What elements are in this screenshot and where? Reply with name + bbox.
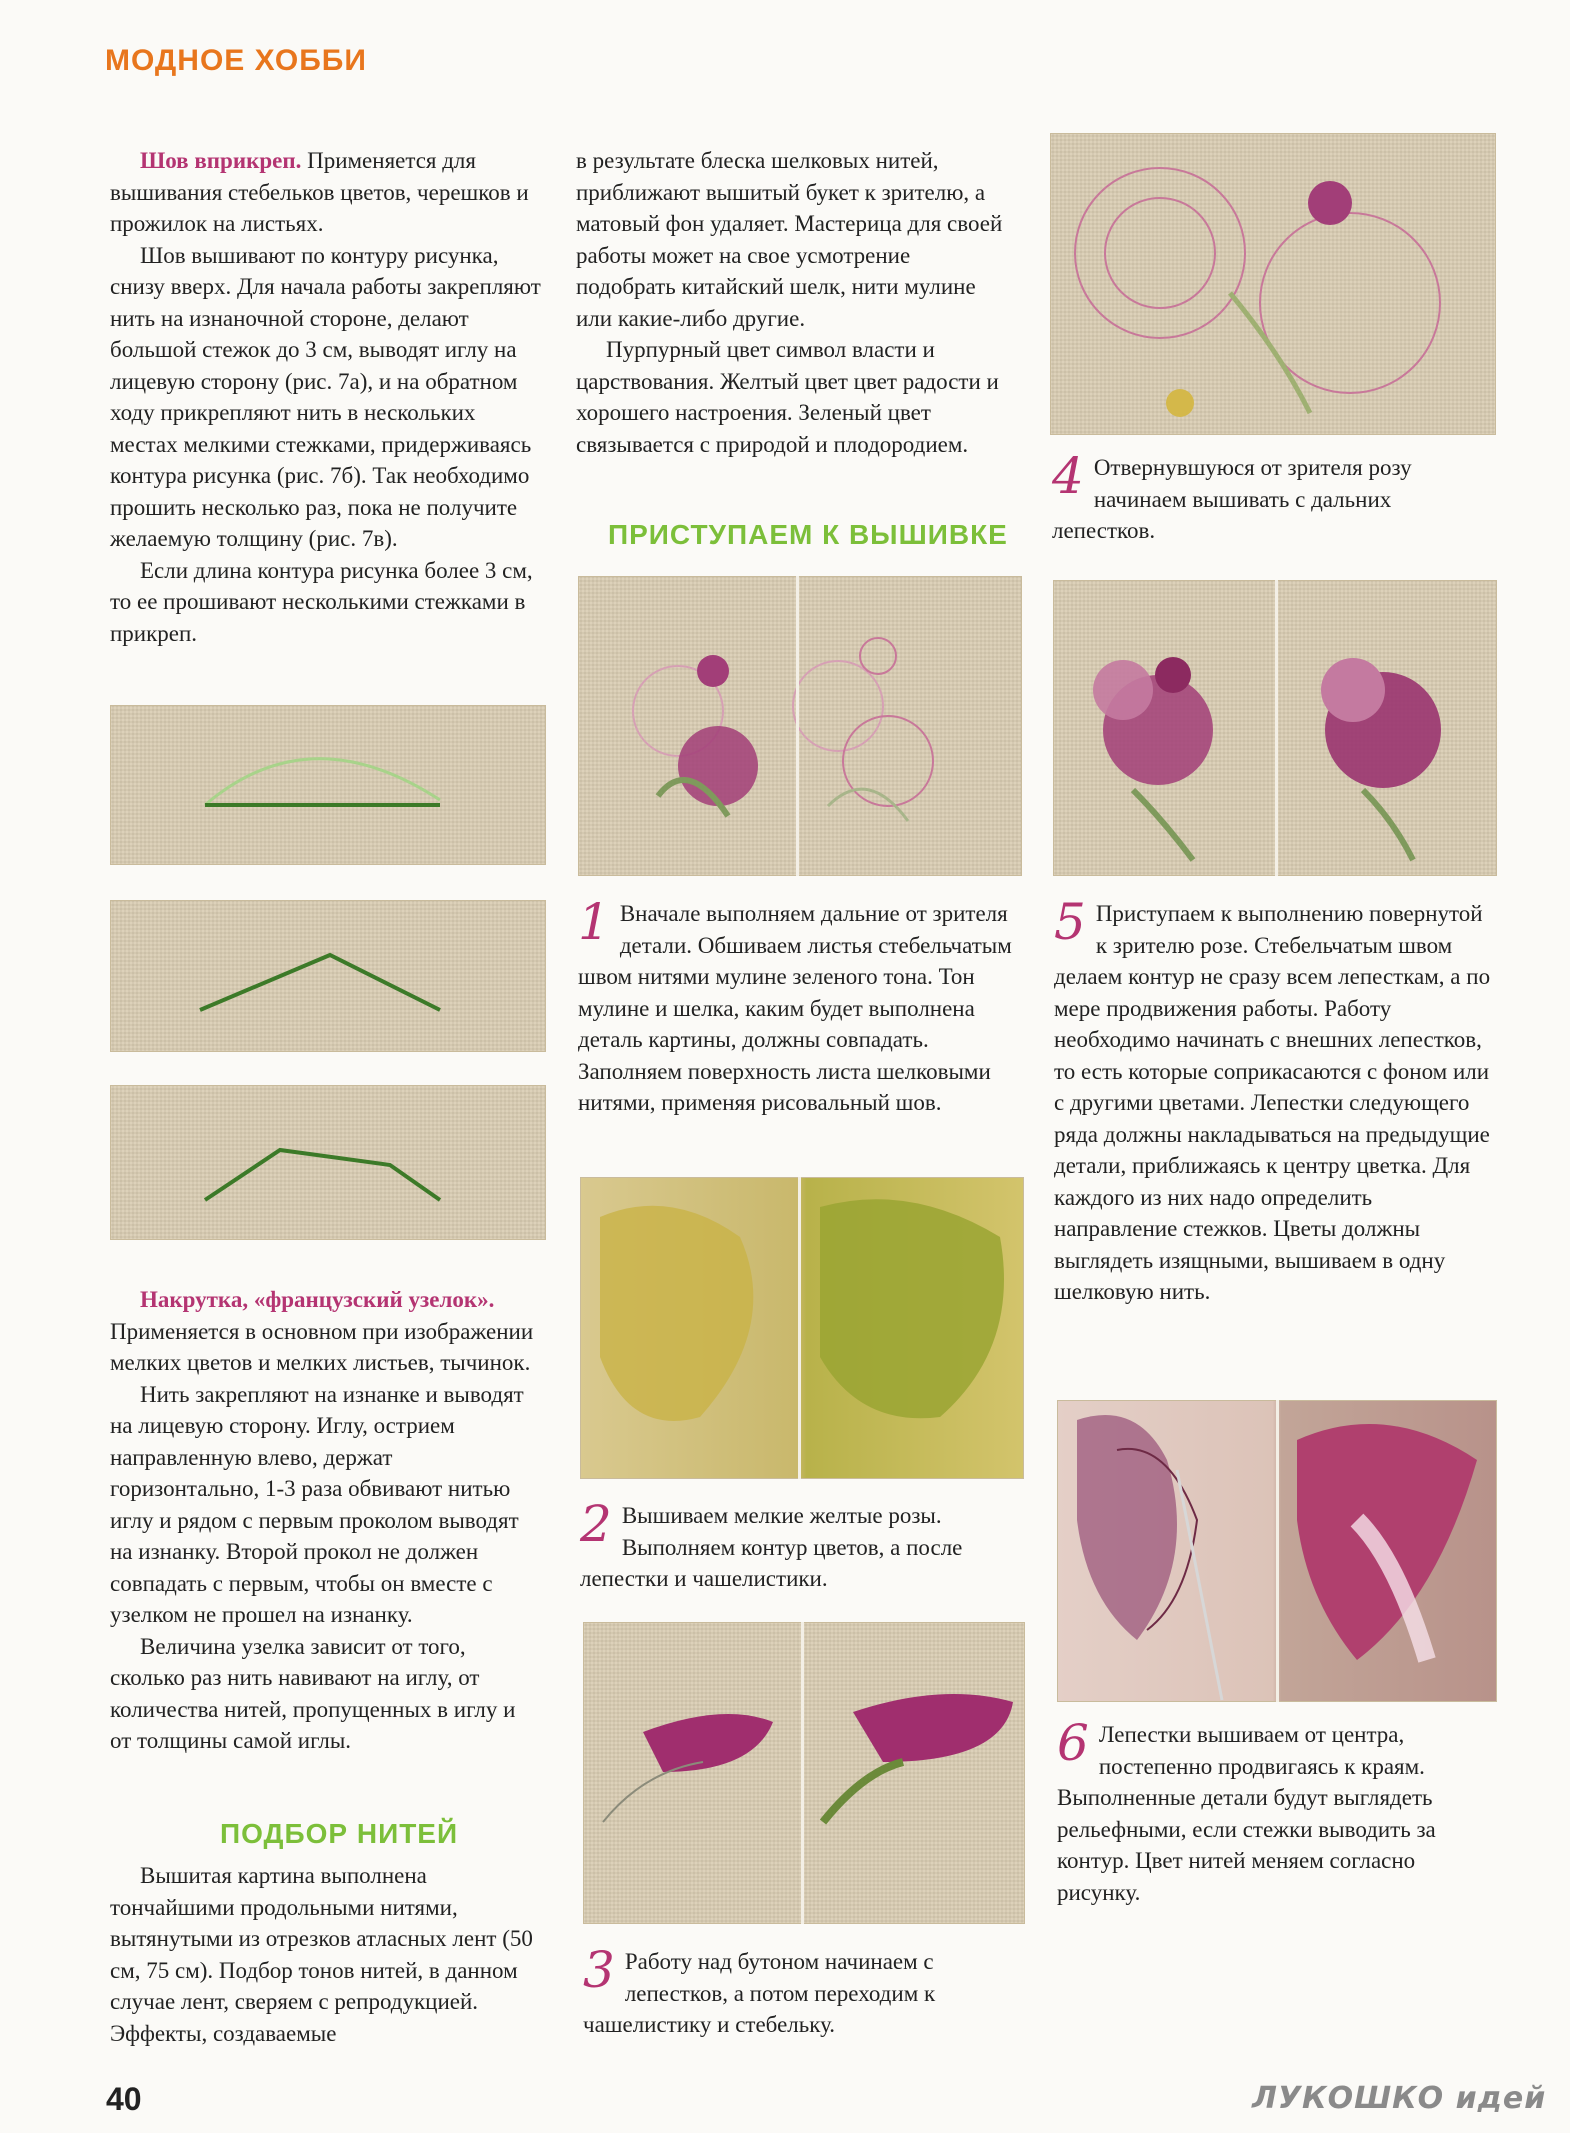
column-1-middle — [110, 1284, 542, 1757]
paragraph: Шов вышивают по контуру рисунка, снизу вверх. Для начала работы закрепляют нить на изнаночной стороне, делают большой стежок до 3 см, выводят иглу на лицевую сторону (рис. 7а), и на обратном ходу прикрепляют нить в нескольких местах мелкими стежками, придерживаясь контура рисунка (рис. 7б). Так необходимо прошить несколько раз, пока не получите желаемую толщину (рис. 7в). — [110, 242, 541, 551]
step-1 — [578, 893, 1018, 1119]
paragraph: в результате блеска шелковых нитей, приближают вышитый букет к зрителю, а матовый фон удаляет. Мастерица для своей работы может на свое усмотрение подобрать китайский шелк, нити мулине или какие-либо другие. — [576, 148, 1003, 331]
paragraph: Если длина контура рисунка более 3 см, то ее прошивают несколькими стежками в прикреп. — [110, 557, 533, 646]
step-5 — [1054, 893, 1494, 1308]
paragraph — [110, 145, 542, 240]
paragraph-lead: Накрутка, «французский узелок». — [140, 1287, 495, 1312]
paragraph: Пурпурный цвет символ власти и царствования. Желтый цвет цвет радости и хорошего настроения. Зеленый цвет связывается с природой и плодородием. — [576, 337, 999, 457]
paragraph: Нить закрепляют на изнанке и выводят на лицевую сторону. Иглу, острием направленную влево, держат горизонтально, 1-3 раза обвивают нитью иглу и рядом с первым проколом выводят на изнанку. Второй прокол не должен совпадать с первым, чтобы он вместе с узелком не прошел на изнанку. — [110, 1381, 524, 1627]
paragraph-lead: Шов вприкреп. — [140, 148, 302, 173]
column-1-top — [110, 145, 542, 649]
stitch-photo-7a — [110, 705, 546, 865]
paragraph-text: Применяется в основном при изображении мелких цветов и мелких листьев, тычинок. — [110, 1318, 534, 1375]
step-4 — [1052, 447, 1492, 547]
column-1-bottom — [110, 1860, 542, 2049]
step-2-photo — [580, 1177, 1024, 1479]
stitch-photo-7b — [110, 900, 546, 1052]
step-number: 2 — [580, 1495, 612, 1553]
step-text: Вышиваем мелкие желтые розы. Выполняем контур цветов, а после лепестки и чашелистики. — [580, 1503, 963, 1591]
page-number: 40 — [106, 2081, 142, 2117]
step-number: 5 — [1054, 893, 1086, 951]
step-number: 4 — [1052, 447, 1084, 505]
section-title: МОДНОЕ ХОББИ — [105, 44, 367, 77]
stitch-photo-7c — [110, 1085, 546, 1240]
step-number: 6 — [1057, 1714, 1089, 1772]
step-3-photo — [583, 1622, 1025, 1924]
paragraph — [110, 1284, 542, 1379]
step-text: Отвернувшуюся от зрителя розу начинаем вышивать с дальних лепестков. — [1052, 455, 1412, 543]
step-1-photo — [578, 576, 1022, 876]
step-text: Вначале выполняем дальние от зрителя детали. Обшиваем листья стебельчатым швом нитями мулине зеленого тона. Тон мулине и шелка, каким будет выполнена деталь картины, должны совпадать. Заполняем поверхность листа шелковыми нитями, применяя рисовальный шов. — [578, 901, 1012, 1115]
step-4-photo — [1050, 133, 1496, 435]
paragraph-text: Применяется для вышивания стебельков цветов, черешков и прожилок на листьях. — [110, 148, 529, 236]
step-text: Работу над бутоном начинаем с лепестков, а потом переходим к чашелистику и стебельку. — [583, 1949, 936, 2037]
step-number: 1 — [578, 893, 610, 951]
column-2-top — [576, 145, 1008, 460]
step-text: Приступаем к выполнению повернутой к зрителю розе. Стебельчатым швом делаем контур не сразу всем лепесткам, а по мере продвижения работы. Работу необходимо начинать с внешних лепестков, то есть которые соприкасаются с фоном или с другими цветами. Лепестки следующего ряда должны накладываться на предыдущие детали, приближаясь к центру цветка. Для каждого из них надо определить направление стежков. Цветы должны выглядеть изящными, вышиваем в одну шелковую нить. — [1054, 901, 1491, 1304]
step-3 — [583, 1941, 1023, 2041]
step-6 — [1057, 1714, 1497, 1908]
step-2 — [580, 1495, 1020, 1595]
threads-heading: ПОДБОР НИТЕЙ — [220, 1818, 459, 1849]
magazine-brand: ЛУКОШКО идей — [1252, 2081, 1547, 2116]
start-heading: ПРИСТУПАЕМ К ВЫШИВКЕ — [608, 519, 1008, 550]
step-5-photo — [1053, 580, 1497, 876]
step-text: Лепестки вышиваем от центра, постепенно продвигаясь к краям. Выполненные детали будут выглядеть рельефными, если стежки выводить за контур. Цвет нитей меняем согласно рисунку. — [1057, 1722, 1436, 1905]
paragraph: Величина узелка зависит от того, сколько раз нить навивают на иглу, от количества нитей, пропущенных в иглу и от толщины самой иглы. — [110, 1633, 516, 1753]
step-6-photo — [1057, 1400, 1497, 1702]
paragraph: Вышитая картина выполнена тончайшими продольными нитями, вытянутыми из отрезков атласных лент (50 см, 75 см). Подбор тонов нитей, в данном случае лент, сверяем с репродукцией. Эффекты, создаваемые — [110, 1863, 533, 2046]
step-number: 3 — [583, 1941, 615, 1999]
